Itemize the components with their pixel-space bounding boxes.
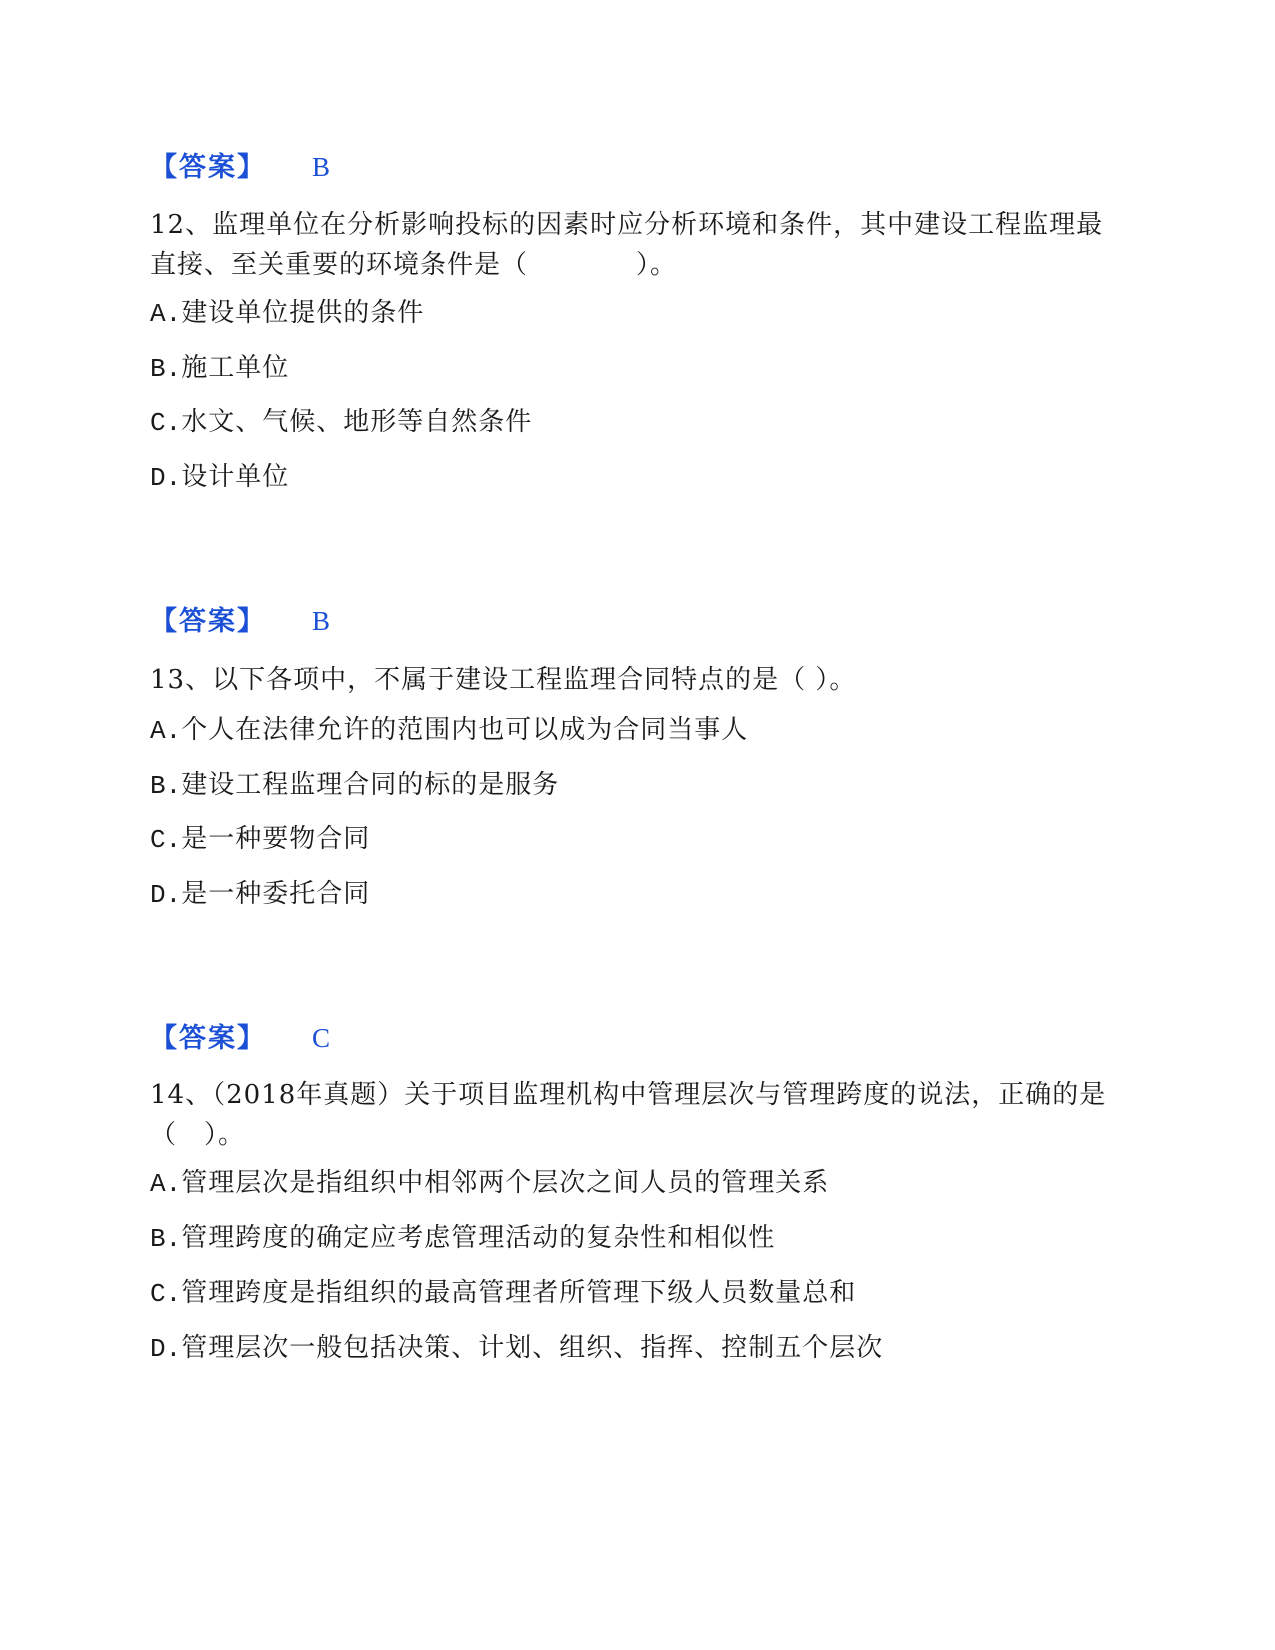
option-c — [150, 822, 370, 857]
option-b — [150, 768, 559, 803]
option-c — [150, 1276, 856, 1311]
option-text: 建设单位提供的条件 — [181, 298, 425, 328]
answer-label: 【答案】 — [150, 1023, 266, 1054]
answer-value: C — [312, 1023, 331, 1053]
option-text: 管理跨度是指组织的最高管理者所管理下级人员数量总和 — [181, 1278, 857, 1308]
answer-value: B — [312, 152, 331, 182]
option-letter: D. — [150, 880, 182, 910]
option-c — [150, 405, 532, 440]
option-b — [150, 351, 289, 386]
option-text: 管理跨度的确定应考虑管理活动的复杂性和相似性 — [181, 1223, 776, 1253]
option-d — [150, 877, 370, 912]
option-letter: C. — [150, 825, 182, 855]
option-text: 是一种委托合同 — [181, 879, 371, 909]
option-letter: D. — [150, 1334, 182, 1364]
option-letter: A. — [150, 1169, 182, 1199]
option-d — [150, 460, 289, 495]
option-letter: C. — [150, 1279, 182, 1309]
option-letter: B. — [150, 1224, 182, 1254]
option-text: 个人在法律允许的范围内也可以成为合同当事人 — [181, 715, 749, 745]
option-text: 水文、气候、地形等自然条件 — [181, 407, 533, 437]
question-text: 12、监理单位在分析影响投标的因素时应分析环境和条件，其中建设工程监理最直接、至关重要的环境条件是（ ）。 — [150, 210, 1104, 280]
answer-line — [150, 150, 330, 185]
option-text: 管理层次一般包括决策、计划、组织、指挥、控制五个层次 — [181, 1333, 884, 1363]
answer-value: B — [312, 606, 331, 636]
option-a — [150, 713, 748, 748]
answer-line — [150, 1021, 330, 1056]
option-d — [150, 1331, 883, 1366]
option-a — [150, 1166, 829, 1201]
answer-label: 【答案】 — [150, 606, 266, 637]
option-letter: B. — [150, 354, 182, 384]
option-a — [150, 296, 424, 331]
option-letter: A. — [150, 716, 182, 746]
option-letter: A. — [150, 299, 182, 329]
option-letter: D. — [150, 463, 182, 493]
option-b — [150, 1221, 775, 1256]
option-text: 施工单位 — [181, 353, 290, 383]
option-text: 设计单位 — [181, 462, 290, 492]
option-letter: B. — [150, 771, 182, 801]
option-text: 管理层次是指组织中相邻两个层次之间人员的管理关系 — [181, 1168, 830, 1198]
option-text: 是一种要物合同 — [181, 824, 371, 854]
answer-label: 【答案】 — [150, 152, 266, 183]
option-letter: C. — [150, 408, 182, 438]
option-text: 建设工程监理合同的标的是服务 — [181, 770, 560, 800]
question-text: 13、以下各项中，不属于建设工程监理合同特点的是（ ）。 — [150, 665, 857, 695]
answer-line — [150, 604, 330, 639]
question-text: 14、（2018年真题）关于项目监理机构中管理层次与管理跨度的说法，正确的是（ ）。 — [150, 1080, 1107, 1150]
